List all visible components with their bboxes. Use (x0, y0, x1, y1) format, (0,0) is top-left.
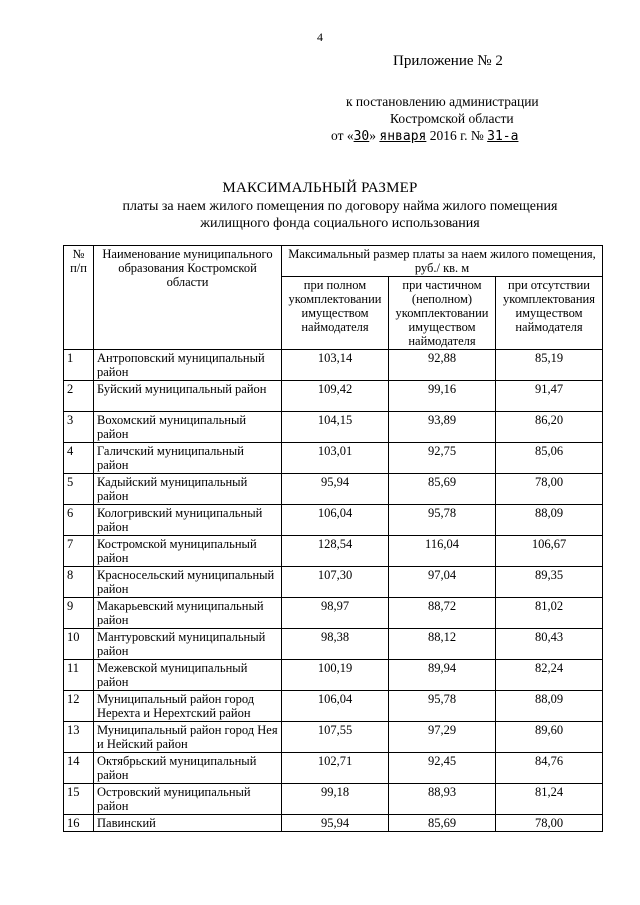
district-name-cell: Кологривский муниципальный район (94, 505, 282, 536)
table-row (64, 350, 603, 381)
date-year: 2016 г. № (429, 128, 484, 143)
document-subtitle-2: жилищного фонда социального использования (200, 216, 480, 231)
fee-partial-cell: 97,29 (389, 722, 496, 753)
fee-none-cell: 82,24 (496, 660, 603, 691)
table-row (64, 443, 603, 474)
header-num: № п/п (64, 246, 94, 350)
fee-partial-cell: 85,69 (389, 474, 496, 505)
table-row (64, 505, 603, 536)
fee-partial-cell: 92,75 (389, 443, 496, 474)
fee-full-cell: 106,04 (282, 691, 389, 722)
fee-partial-cell: 99,16 (389, 381, 496, 412)
fee-partial-cell: 116,04 (389, 536, 496, 567)
header-none: при отсутствии укомплектования имуществом наймодателя (496, 277, 603, 350)
fee-full-cell: 95,94 (282, 815, 389, 832)
row-number-cell: 6 (64, 505, 94, 536)
fee-full-cell: 98,97 (282, 598, 389, 629)
table-row (64, 784, 603, 815)
district-name-cell: Антроповский муниципальный район (94, 350, 282, 381)
table-row (64, 381, 603, 412)
row-number-cell: 5 (64, 474, 94, 505)
fee-none-cell: 86,20 (496, 412, 603, 443)
fee-none-cell: 80,43 (496, 629, 603, 660)
fee-partial-cell: 89,94 (389, 660, 496, 691)
table-row (64, 598, 603, 629)
table-row (64, 815, 603, 832)
table-row (64, 412, 603, 443)
district-name-cell: Муниципальный район город Нея и Нейский район (94, 722, 282, 753)
fee-none-cell: 85,19 (496, 350, 603, 381)
table-header-row (64, 246, 603, 277)
fee-partial-cell: 92,88 (389, 350, 496, 381)
row-number-cell: 9 (64, 598, 94, 629)
fee-full-cell: 99,18 (282, 784, 389, 815)
document-subtitle-1: платы за наем жилого помещения по договору найма жилого помещения (122, 199, 558, 214)
row-number-cell: 4 (64, 443, 94, 474)
table-row (64, 691, 603, 722)
district-name-cell: Кадыйский муниципальный район (94, 474, 282, 505)
resolution-date-line (331, 128, 518, 144)
fee-partial-cell: 95,78 (389, 505, 496, 536)
resolution-line-2: Костромской области (390, 111, 514, 126)
fee-none-cell: 81,02 (496, 598, 603, 629)
table-row (64, 536, 603, 567)
fee-none-cell: 84,76 (496, 753, 603, 784)
fee-full-cell: 100,19 (282, 660, 389, 691)
date-day: 30 (353, 129, 370, 144)
row-number-cell: 8 (64, 567, 94, 598)
row-number-cell: 1 (64, 350, 94, 381)
fee-full-cell: 98,38 (282, 629, 389, 660)
fee-full-cell: 103,01 (282, 443, 389, 474)
date-prefix: от « (331, 128, 354, 143)
row-number-cell: 11 (64, 660, 94, 691)
fee-partial-cell: 88,12 (389, 629, 496, 660)
fee-full-cell: 106,04 (282, 505, 389, 536)
district-name-cell: Муниципальный район город Нерехта и Нерехтский район (94, 691, 282, 722)
row-number-cell: 16 (64, 815, 94, 832)
district-name-cell: Октябрьский муниципальный район (94, 753, 282, 784)
fee-none-cell: 88,09 (496, 691, 603, 722)
fee-none-cell: 88,09 (496, 505, 603, 536)
fee-none-cell: 106,67 (496, 536, 603, 567)
district-name-cell: Галичский муниципальный район (94, 443, 282, 474)
fee-none-cell: 81,24 (496, 784, 603, 815)
district-name-cell: Вохомский муниципальный район (94, 412, 282, 443)
date-mid: » (369, 128, 377, 143)
fee-partial-cell: 85,69 (389, 815, 496, 832)
row-number-cell: 7 (64, 536, 94, 567)
page-number: 4 (317, 30, 323, 44)
fee-full-cell: 102,71 (282, 753, 389, 784)
fee-full-cell: 103,14 (282, 350, 389, 381)
date-month: января (379, 129, 427, 144)
fee-full-cell: 107,30 (282, 567, 389, 598)
district-name-cell: Павинский (94, 815, 282, 832)
fee-partial-cell: 88,93 (389, 784, 496, 815)
row-number-cell: 15 (64, 784, 94, 815)
document-title: МАКСИМАЛЬНЫЙ РАЗМЕР (222, 180, 418, 196)
row-number-cell: 13 (64, 722, 94, 753)
table-row (64, 722, 603, 753)
fee-none-cell: 78,00 (496, 474, 603, 505)
district-name-cell: Буйский муниципальный район (94, 381, 282, 412)
fee-partial-cell: 88,72 (389, 598, 496, 629)
row-number-cell: 10 (64, 629, 94, 660)
district-name-cell: Островский муниципальный район (94, 784, 282, 815)
fee-none-cell: 89,60 (496, 722, 603, 753)
table-row (64, 660, 603, 691)
header-max-fee: Максимальный размер платы за наем жилого помещения, руб./ кв. м (282, 246, 603, 277)
fee-full-cell: 107,55 (282, 722, 389, 753)
header-name: Наименование муниципального образования Костромской области (94, 246, 282, 350)
fee-none-cell: 85,06 (496, 443, 603, 474)
header-full: при полном укомплектовании имуществом наймодателя (282, 277, 389, 350)
row-number-cell: 12 (64, 691, 94, 722)
fee-none-cell: 78,00 (496, 815, 603, 832)
district-name-cell: Красносельский муниципальный район (94, 567, 282, 598)
resolution-number: 31-а (487, 129, 519, 144)
row-number-cell: 3 (64, 412, 94, 443)
fee-full-cell: 128,54 (282, 536, 389, 567)
fee-none-cell: 89,35 (496, 567, 603, 598)
fee-partial-cell: 97,04 (389, 567, 496, 598)
district-name-cell: Макарьевский муниципальный район (94, 598, 282, 629)
fee-partial-cell: 92,45 (389, 753, 496, 784)
fee-partial-cell: 93,89 (389, 412, 496, 443)
fee-none-cell: 91,47 (496, 381, 603, 412)
table-row (64, 629, 603, 660)
fee-full-cell: 104,15 (282, 412, 389, 443)
fee-full-cell: 109,42 (282, 381, 389, 412)
resolution-line-1: к постановлению администрации (346, 94, 539, 109)
district-name-cell: Межевской муниципальный район (94, 660, 282, 691)
fee-table (63, 245, 603, 832)
row-number-cell: 2 (64, 381, 94, 412)
table-row (64, 567, 603, 598)
appendix-label: Приложение № 2 (393, 53, 503, 69)
table-row (64, 753, 603, 784)
header-partial: при частичном (неполном) укомплектовании имуществом наймодателя (389, 277, 496, 350)
row-number-cell: 14 (64, 753, 94, 784)
fee-partial-cell: 95,78 (389, 691, 496, 722)
district-name-cell: Костромской муниципальный район (94, 536, 282, 567)
fee-full-cell: 95,94 (282, 474, 389, 505)
district-name-cell: Мантуровский муниципальный район (94, 629, 282, 660)
table-row (64, 474, 603, 505)
